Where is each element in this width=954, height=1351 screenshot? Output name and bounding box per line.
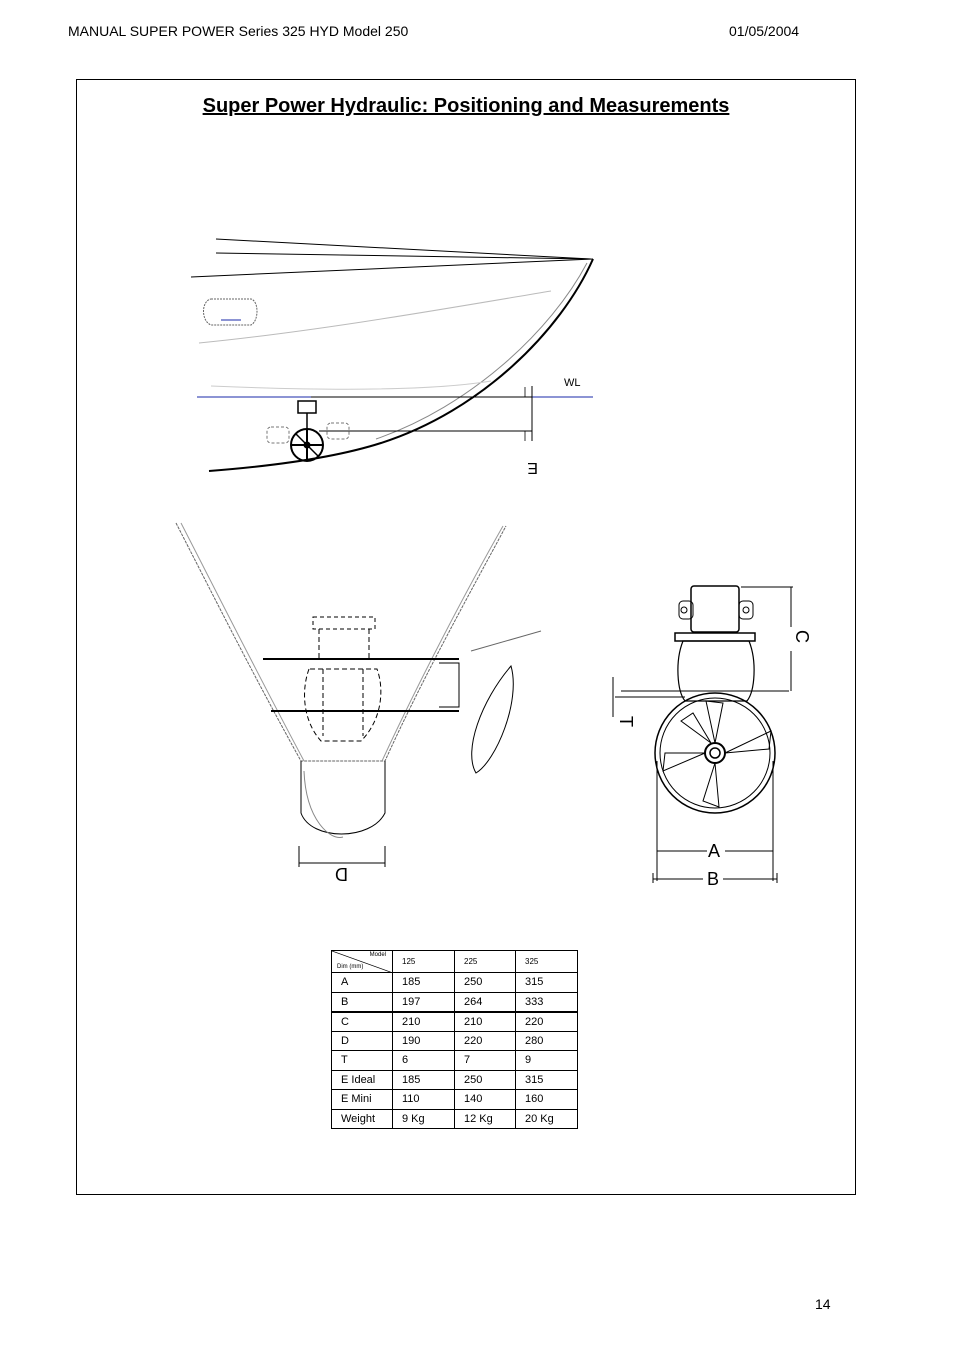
table-dim-cell: B: [332, 992, 393, 1012]
table-cell: 185: [393, 1070, 455, 1090]
table-dim-cell: Weight: [332, 1109, 393, 1129]
table-cell: 9: [516, 1051, 578, 1071]
table-cell: 250: [455, 973, 516, 993]
table-dim-cell: C: [332, 1012, 393, 1032]
dimension-d-label: D: [335, 864, 348, 884]
thruster-front-view: [613, 586, 793, 883]
table-row: [332, 1070, 578, 1090]
table-cell: 190: [393, 1031, 455, 1051]
table-row: [332, 1090, 578, 1110]
table-row: [332, 973, 578, 993]
table-cell: 315: [516, 973, 578, 993]
page-number: 14: [815, 1296, 831, 1312]
document-header-title: MANUAL SUPER POWER Series 325 HYD Model 250: [68, 23, 409, 39]
corner-model-label: Model: [369, 952, 386, 958]
hull-front-view: [176, 523, 541, 867]
table-cell: 250: [455, 1070, 516, 1090]
table-cell: 333: [516, 992, 578, 1012]
table-row: [332, 1051, 578, 1071]
table-cell: 185: [393, 973, 455, 993]
table-dim-cell: D: [332, 1031, 393, 1051]
table-dim-cell: T: [332, 1051, 393, 1071]
page-title: Super Power Hydraulic: Positioning and Measurements: [202, 95, 730, 117]
dimensions-table: [331, 950, 578, 1129]
dimension-e-label: E: [527, 459, 538, 476]
table-dim-cell: A: [332, 973, 393, 993]
table-row: [332, 1109, 578, 1129]
dimension-a-label: A: [708, 841, 721, 861]
document-date: 01/05/2004: [729, 23, 800, 39]
table-cell: 197: [393, 992, 455, 1012]
table-cell: 210: [393, 1012, 455, 1032]
content-frame: [76, 79, 856, 1195]
table-cell: 7: [455, 1051, 516, 1071]
table-cell: 20 Kg: [516, 1109, 578, 1129]
table-cell: 9 Kg: [393, 1109, 455, 1129]
table-cell: 110: [393, 1090, 455, 1110]
table-dim-cell: E Mini: [332, 1090, 393, 1110]
table-header-cell: 125: [393, 951, 455, 973]
table-cell: 6: [393, 1051, 455, 1071]
table-cell: 140: [455, 1090, 516, 1110]
table-cell: 264: [455, 992, 516, 1012]
table-cell: 315: [516, 1070, 578, 1090]
table-header-cell: 225: [455, 951, 516, 973]
table-cell: 220: [516, 1012, 578, 1032]
table-cell: 210: [455, 1012, 516, 1032]
table-cell: 280: [516, 1031, 578, 1051]
corner-dim-label: Dim (mm): [337, 964, 364, 970]
table-cell: 160: [516, 1090, 578, 1110]
bow-side-view: [191, 239, 593, 471]
dimension-b-label: B: [707, 869, 720, 889]
dimension-t-label: T: [616, 716, 636, 727]
table-header-cell: 325: [516, 951, 578, 973]
table-dim-cell: E Ideal: [332, 1070, 393, 1090]
table-header-row: [332, 951, 578, 973]
waterline-label: WL: [564, 377, 581, 389]
table-row: [332, 992, 578, 1012]
table-cell: 12 Kg: [455, 1109, 516, 1129]
table-cell: 220: [455, 1031, 516, 1051]
table-corner-cell: [332, 951, 393, 973]
dimension-c-label: C: [792, 630, 812, 643]
table-row: [332, 1031, 578, 1051]
table-row: [332, 1012, 578, 1032]
